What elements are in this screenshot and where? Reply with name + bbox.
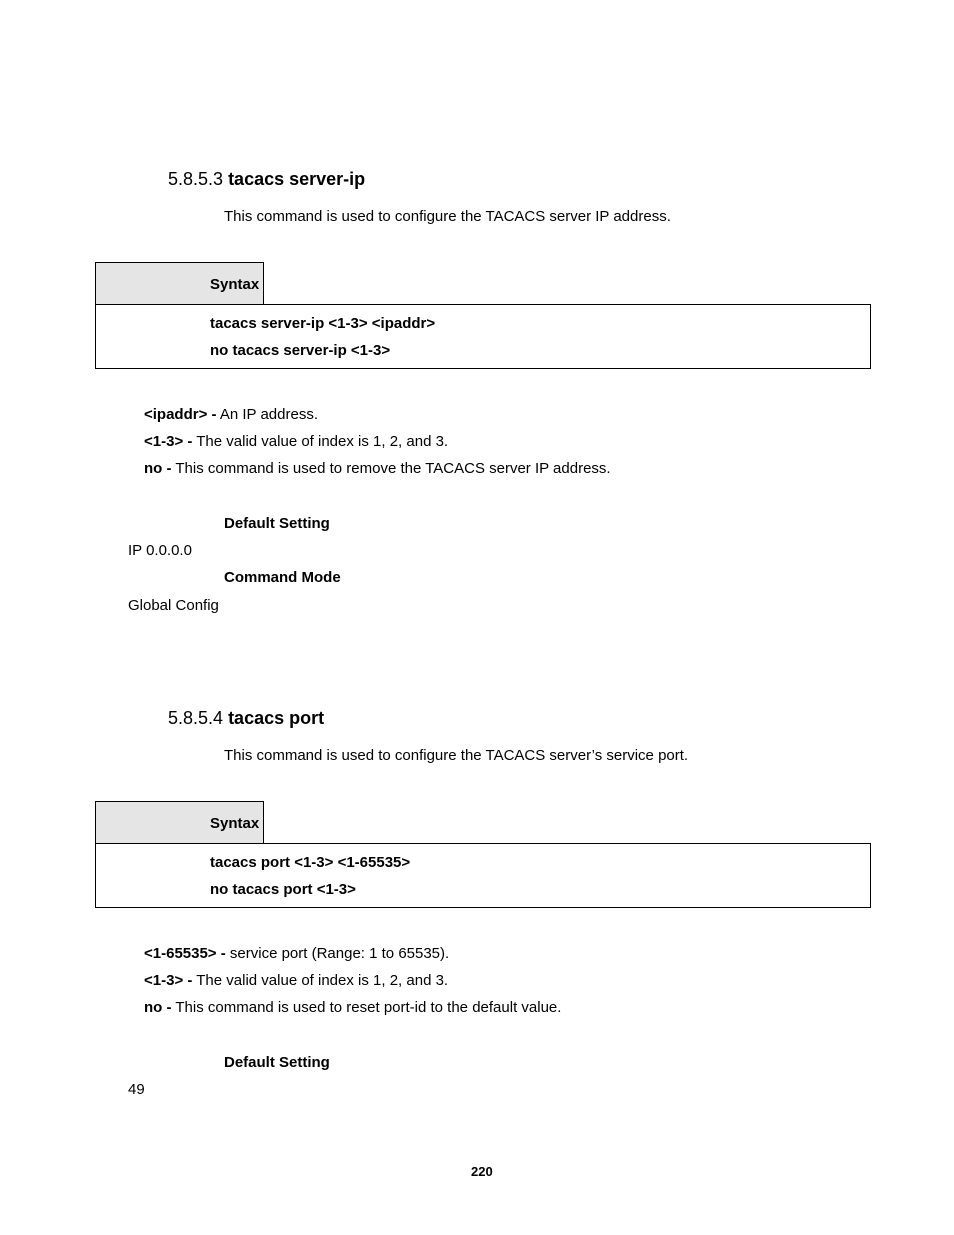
syntax-line: no tacacs port <1-3> [210,881,356,898]
syntax-line: no tacacs server-ip <1-3> [210,342,391,359]
section-heading-server-ip [168,169,365,190]
param-item [144,433,448,450]
syntax-label: Syntax [210,276,260,293]
section-title: tacacs server-ip [228,169,366,189]
command-mode-label: Command Mode [224,569,341,586]
section-number: 5.8.5.3 [168,169,224,189]
param-text: An IP address. [216,406,318,423]
default-setting-label: Default Setting [224,515,330,532]
section-heading-port [168,708,324,729]
param-item [144,406,318,423]
syntax-box [95,843,871,908]
syntax-tab [95,262,264,306]
param-item [144,460,611,477]
param-text: The valid value of index is 1, 2, and 3. [192,433,449,450]
default-setting-value: IP 0.0.0.0 [128,542,192,559]
default-setting-value: 49 [128,1081,145,1098]
page-number: 220 [471,1164,493,1179]
section-number: 5.8.5.4 [168,708,224,728]
param-item [144,999,561,1016]
param-name: no - [144,999,172,1016]
param-name: <1-3> - [144,972,193,989]
syntax-line: tacacs server-ip <1-3> <ipaddr> [210,315,436,332]
param-name: <1-65535> - [144,945,226,962]
param-text: This command is used to reset port-id to the default value. [171,999,562,1016]
param-text: This command is used to remove the TACACS server IP address. [171,460,611,477]
param-name: <ipaddr> - [144,406,217,423]
section-description: This command is used to configure the TACACS server’s service port. [224,747,689,764]
section-title: tacacs port [228,708,325,728]
syntax-box [95,304,871,369]
param-name: <1-3> - [144,433,193,450]
syntax-line: tacacs port <1-3> <1-65535> [210,854,411,871]
param-text: service port (Range: 1 to 65535). [225,945,450,962]
param-item [144,972,448,989]
section-description: This command is used to configure the TACACS server IP address. [224,208,671,225]
command-mode-value: Global Config [128,597,219,614]
param-text: The valid value of index is 1, 2, and 3. [192,972,449,989]
syntax-tab [95,801,264,845]
syntax-label: Syntax [210,815,260,832]
param-item [144,945,449,962]
default-setting-label: Default Setting [224,1054,330,1071]
param-name: no - [144,460,172,477]
